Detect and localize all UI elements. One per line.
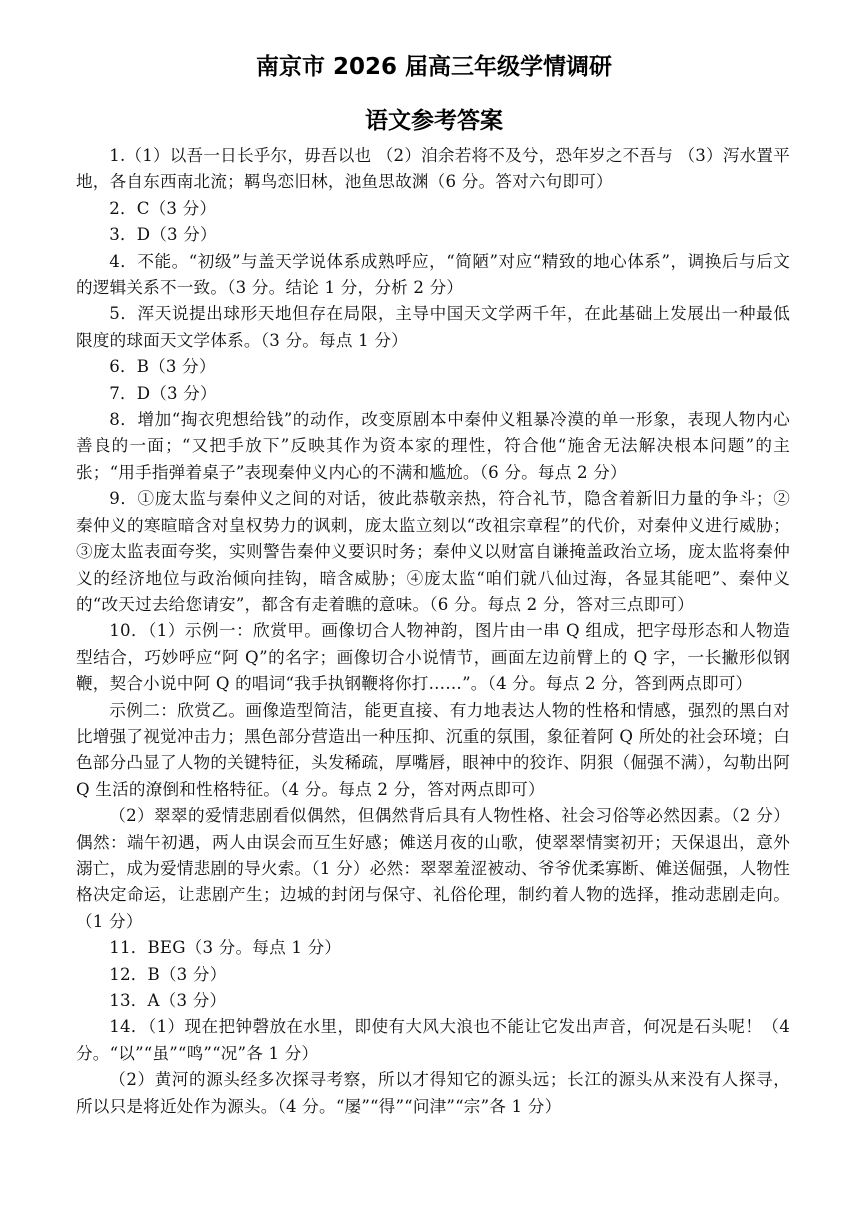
answer-q12: 12．B（3 分） xyxy=(109,964,227,984)
answer-q13: 13．A（3 分） xyxy=(109,991,227,1010)
answer-q14-part2: （2）黄河的源头经多次探寻考察，所以才得知它的源头远；长江的源头从来没有人探寻，所以只是将近处作为源头。（4 分。“屡”“得”“问津”“宗”各 1 分） xyxy=(76,1070,790,1116)
answer-q6: 6．B（3 分） xyxy=(109,357,216,377)
document-subtitle: 语文参考答案 xyxy=(365,108,503,134)
answer-q10-part1-example1: 10．（1）示例一：欣赏甲。画像切合人物神韵，图片由一串 Q 组成，把字母形态和人物造型结合，巧妙呼应“阿 Q”的名字；画像切合小说情节，画面左边前臂上的 Q 字，一长撇形似钢鞭，契合小说中阿 Q 的唱词“我手执钢鞭将你打……”。（4 分。每点 2 分，答到两点即可） xyxy=(76,621,790,694)
answer-q3: 3．D（3 分） xyxy=(109,225,217,245)
answer-q10-part1-example2: 示例二：欣赏乙。画像造型简洁，能更直接、有力地表达人物的性格和情感，强烈的黑白对比增强了视觉冲击力；黑色部分营造出一种压抑、沉重的氛围，象征着阿 Q 所处的社会环境；白色部分凸显了人物的关键特征，头发稀疏，厚嘴唇，眼神中的狡诈、阴狠（倔强不满），勾勒出阿 Q 生活的潦倒和性格特征。（4 分。每点 2 分，答对两点即可） xyxy=(76,700,790,799)
answer-q2: 2．C（3 分） xyxy=(109,198,217,218)
answer-q8: 8．增加“掏衣兜想给钱”的动作，改变原剧本中秦仲义粗暴冷漠的单一形象，表现人物内心善良的一面；“又把手放下”反映其作为资本家的理性，符合他“施舍无法解决根本问题”的主张；“用手指弹着桌子”表现秦仲义内心的不满和尴尬。（6 分。每点 2 分） xyxy=(76,410,790,482)
answer-q9: 9．①庞太监与秦仲义之间的对话，彼此恭敬亲热，符合礼节，隐含着新旧力量的争斗；②秦仲义的寒暄暗含对皇权势力的讽刺，庞太监立刻以“改祖宗章程”的代价，对秦仲义进行威胁；③庞太监表面夸奖，实则警告秦仲义要识时务；秦仲义以财富自谦掩盖政治立场，庞太监将秦仲义的经济地位与政治倾向挂钩，暗含威胁；④庞太监“咱们就八仙过海，各显其能吧”、秦仲义的“改天过去给您请安”，都含有走着瞧的意味。（6 分。每点 2 分，答对三点即可） xyxy=(76,489,790,614)
answer-q14-part1: 14．（1）现在把钟磬放在水里，即使有大风大浪也不能让它发出声音，何况是石头呢！（4 分。“以”“虽”“鸣”“况”各 1 分） xyxy=(76,1017,790,1063)
answer-q4: 4．不能。“初级”与盖天学说体系成熟呼应，“简陋”对应“精致的地心体系”，调换后与后文的逻辑关系不一致。（3 分。结论 1 分，分析 2 分） xyxy=(76,251,790,298)
document-title: 南京市 2026 届高三年级学情调研 xyxy=(255,54,613,80)
answer-body xyxy=(76,143,790,1120)
answer-q10-part2: （2）翠翠的爱情悲剧看似偶然，但偶然背后具有人物性格、社会习俗等必然因素。（2 分）偶然：端午初遇，两人由误会而互生好感；傩送月夜的山歌，使翠翠情窦初开；天保退出，意外溺亡，成为爱情悲剧的导火索。（1 分）必然：翠翠羞涩被动、爷爷优柔寡断、傩送倔强，人物性格决定命运，让悲剧产生；边城的封闭与保守、礼俗伦理，制约着人物的选择，推动悲剧走向。（1 分） xyxy=(76,806,790,931)
answer-q1: 1.（1）以吾一日长乎尔，毋吾以也 （2）洎余若将不及兮，恐年岁之不吾与 （3）泻水置平地，各自东西南北流；羁鸟恋旧林，池鱼思故渊（6 分。答对六句即可） xyxy=(76,146,791,192)
answer-q5: 5．浑天说提出球形天地但存在局限，主导中国天文学两千年，在此基础上发展出一种最低限度的球面天文学体系。（3 分。每点 1 分） xyxy=(76,304,790,350)
answer-q7: 7．D（3 分） xyxy=(109,383,217,403)
answer-q11: 11．BEG（3 分。每点 1 分） xyxy=(109,938,342,958)
